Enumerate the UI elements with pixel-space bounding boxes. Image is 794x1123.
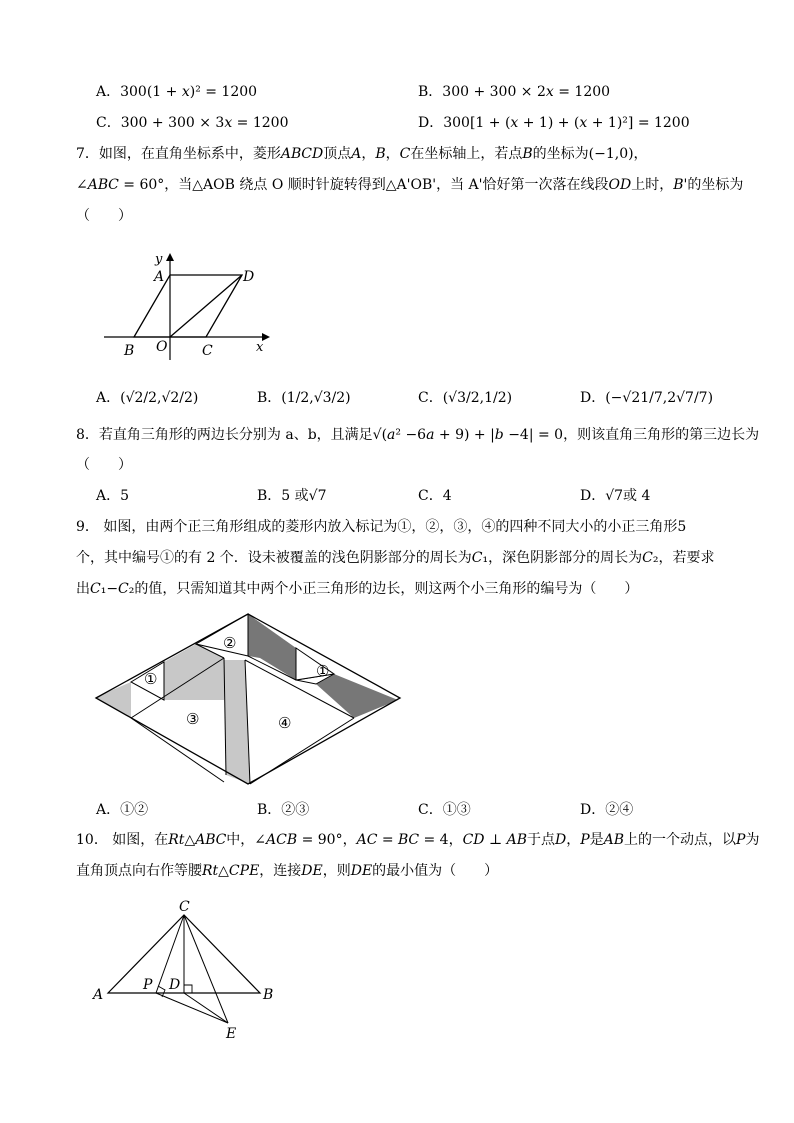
label-y: y xyxy=(155,252,163,267)
q6-option-a: A．300(1 + 𝑥)² = 1200 xyxy=(96,84,258,100)
q9-option-b: B．②③ xyxy=(257,802,310,818)
q7-option-a: A．(√2/2,√2/2) xyxy=(96,390,199,406)
label-o: O xyxy=(156,339,168,355)
label-triangle-2: ② xyxy=(223,634,237,652)
label-d: D xyxy=(243,269,255,285)
label-c: C xyxy=(179,899,190,915)
label-d: D xyxy=(169,977,181,993)
label-x: x xyxy=(256,340,264,355)
dark-shaded-right xyxy=(316,674,398,718)
q9-text-line3: 出𝐶₁−𝐶₂的值，只需知道其中两个小正三角形的边长，则这两个小三角形的编号为（ ） xyxy=(76,581,639,597)
light-shaded-left xyxy=(96,682,131,718)
q10-text-line2: 直角顶点向右作等腰𝑅𝑡△𝐶𝑃𝐸，连接𝐷𝐸，则𝐷𝐸的最小值为（ ） xyxy=(76,863,499,879)
q10-triangle-figure xyxy=(90,895,290,1045)
q6-option-b: B．300 + 300 × 2𝑥 = 1200 xyxy=(418,84,611,100)
label-e: E xyxy=(226,1026,237,1042)
label-a: A xyxy=(93,987,104,1003)
label-b: B xyxy=(263,987,274,1003)
label-b: B xyxy=(124,343,135,359)
light-shaded-middle xyxy=(164,644,224,700)
inner-line-2 xyxy=(131,718,224,782)
label-c: C xyxy=(202,343,213,359)
q10-text-line1: 10． 如图，在𝑅𝑡△𝐴𝐵𝐶中，∠𝐴𝐶𝐵 = 90°，𝐴𝐶 = 𝐵𝐶 = 4，𝐶𝐷 ⊥ 𝐴𝐵于点𝐷，𝑃是𝐴𝐵上的一个动点，以𝑃为 xyxy=(76,832,760,848)
q9-option-c: C．①③ xyxy=(418,802,471,818)
q7-option-c: C．(√3/2,1/2) xyxy=(418,390,513,406)
q9-text-line1: 9． 如图，由两个正三角形组成的菱形内放入标记为①，②，③，④的四种不同大小的小正三角形5 xyxy=(76,519,687,535)
rhombus-abcd xyxy=(134,275,242,337)
segment-ce xyxy=(184,915,228,1023)
q8-option-d: D．√7或 4 xyxy=(580,488,651,504)
label-triangle-3: ③ xyxy=(186,710,200,728)
q7-text-line2: ∠𝐴𝐵𝐶 = 60°，当△AOB 绕点 O 顺时针旋转得到△A'OB'，当 A'恰好第一次落在线段𝑂𝐷上时，𝐵'的坐标为 xyxy=(76,177,744,193)
q8-option-a: A．5 xyxy=(96,488,130,504)
q9-triangles-figure xyxy=(90,610,406,790)
label-triangle-4: ④ xyxy=(278,714,292,732)
diagonal-od xyxy=(170,275,242,337)
q8-text-line1: 8．若直角三角形的两边长分别为 a、b，且满足√(𝑎² −6𝑎 + 9) + |𝑏 −4| = 0，则该直角三角形的第三边长为 xyxy=(76,427,760,443)
q6-option-d: D．300[1 + (𝑥 + 1) + (𝑥 + 1)²] = 1200 xyxy=(418,115,690,131)
label-triangle-1-right: ① xyxy=(316,662,330,680)
label-a: A xyxy=(154,269,165,285)
q9-text-line2: 个，其中编号①的有 2 个．设未被覆盖的浅色阴影部分的周长为𝐶₁，深色阴影部分的周长为𝐶₂，若要求 xyxy=(76,550,715,566)
q7-rhombus-figure xyxy=(100,245,280,360)
q7-text-line3: （ ） xyxy=(76,208,132,224)
q7-text-line1: 7．如图，在直角坐标系中，菱形𝐴𝐵𝐶𝐷顶点𝐴，𝐵，𝐶在坐标轴上，若点𝐵的坐标为(−1,0)， xyxy=(76,146,648,162)
y-axis-arrow xyxy=(166,253,174,261)
q6-option-c: C．300 + 300 × 3𝑥 = 1200 xyxy=(96,115,289,131)
right-angle-d xyxy=(184,985,192,993)
q9-option-d: D．②④ xyxy=(580,802,634,818)
q8-option-b: B．5 或√7 xyxy=(257,488,327,504)
q8-option-c: C．4 xyxy=(418,488,452,504)
dark-shaded-top xyxy=(248,614,296,680)
q9-option-a: A．①② xyxy=(96,802,149,818)
label-triangle-1-left: ① xyxy=(144,670,158,688)
q8-text-line2: （ ） xyxy=(76,457,132,473)
inner-line-6 xyxy=(250,718,354,784)
label-p: P xyxy=(143,977,153,993)
q7-option-b: B．(1/2,√3/2) xyxy=(257,390,351,406)
q7-option-d: D．(−√21/7,2√7/7) xyxy=(580,390,714,406)
